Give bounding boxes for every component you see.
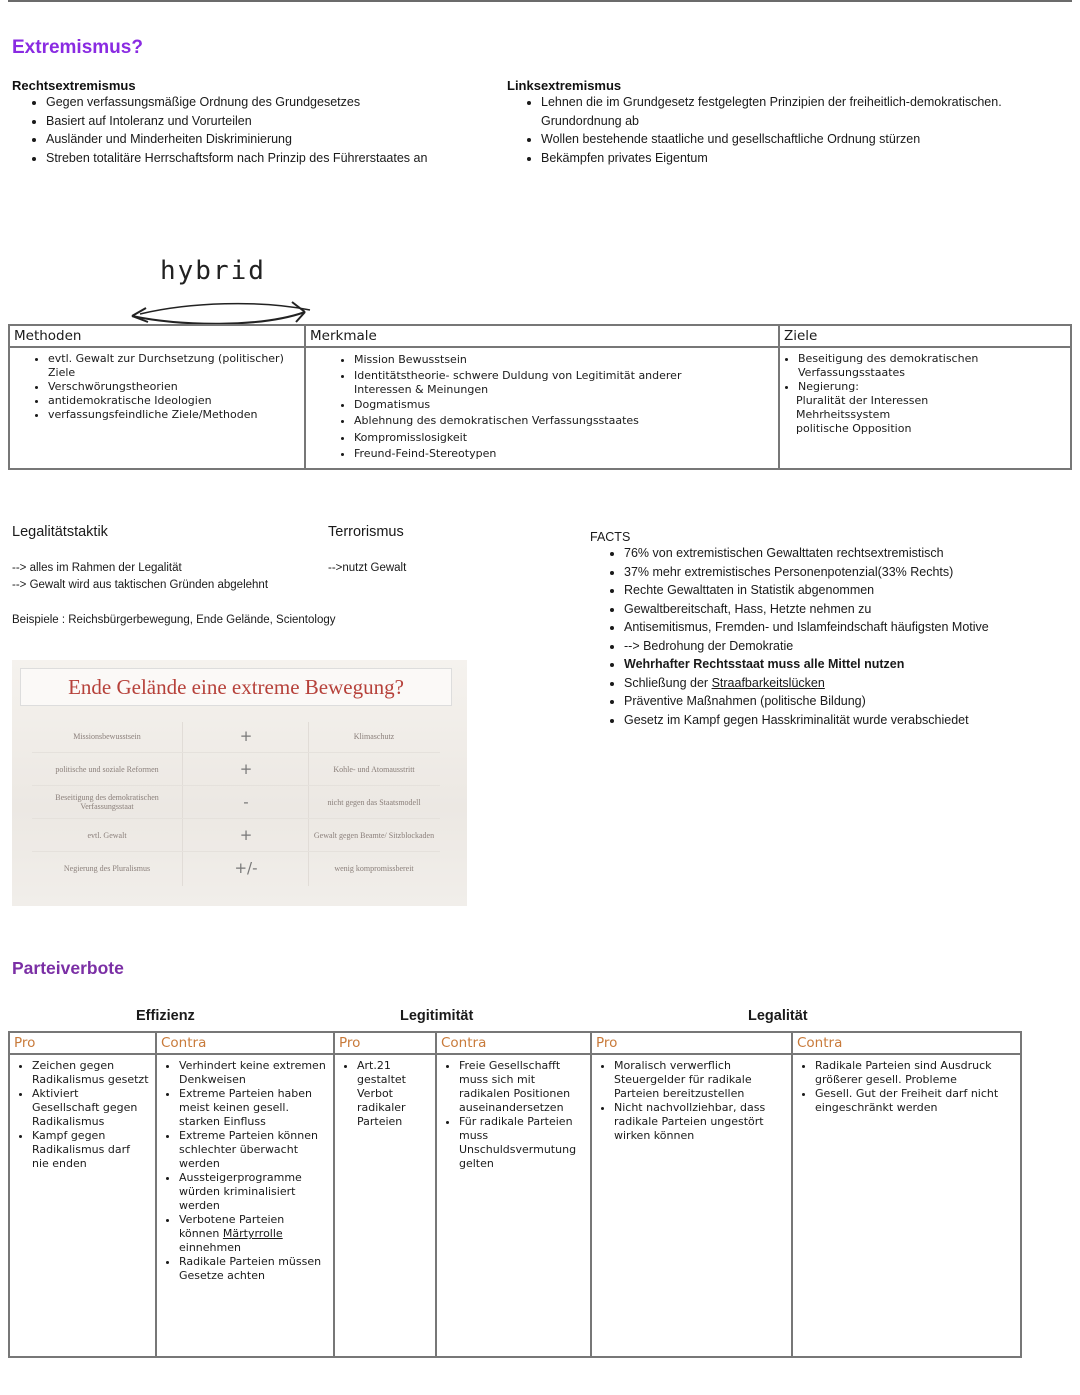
slide-right: Kohle- und Atomausstritt	[333, 764, 415, 774]
list-item: • Gegen verfassungsmäßige Ordnung des Grundgesetzes	[46, 93, 492, 112]
list-item: • antidemokratische Ideologien	[48, 394, 298, 408]
col-header: Contra	[792, 1032, 1021, 1054]
hybrid-note: hybrid	[160, 256, 266, 286]
list-item: • Gewaltbereitschaft, Hass, Hetzte nehmen zu	[624, 600, 1070, 619]
list-item: • Antisemitismus, Fremden- und Islamfeindschaft häufigsten Motive	[624, 618, 1070, 637]
list-item: Mehrheitssystem	[796, 408, 891, 421]
contra-text: einnehmen	[179, 1241, 241, 1254]
list-item: • Freie Gesellschafft muss sich mit radikalen Positionen auseinandersetzen	[459, 1059, 584, 1115]
list-item: • Art.21 gestaltet Verbot radikaler Parteien	[357, 1059, 429, 1129]
list-item: • verfassungsfeindliche Ziele/Methoden	[48, 408, 298, 422]
terrorismus-note: -->nutzt Gewalt	[328, 562, 407, 574]
list-item: • Ablehnung des demokratischen Verfassungsstaates	[354, 413, 772, 430]
list-item	[624, 655, 1070, 674]
list-item: • Kampf gegen Radikalismus darf nie enden	[32, 1129, 149, 1171]
slide-left: Beseitigung des demokratischen Verfassungsstaat	[55, 793, 159, 811]
leg-contra-cell	[436, 1054, 591, 1357]
note-line: --> alles im Rahmen der Legalität	[12, 562, 182, 574]
underlined-text: Straafbarkeitslücken	[711, 675, 825, 690]
slide-row	[12, 819, 467, 851]
list-item: • Extreme Parteien können schlechter überwacht werden	[179, 1129, 327, 1171]
list-item: • Dogmatismus	[354, 397, 772, 414]
header-merkmale: Merkmale	[305, 325, 779, 347]
legalitaet-notes	[12, 560, 268, 594]
page-title: Extremismus?	[12, 37, 143, 58]
list-item: • Extreme Parteien haben meist keinen gesell. starken Einfluss	[179, 1087, 327, 1129]
header-methoden: Methoden	[9, 325, 305, 347]
slide-mark: -	[243, 792, 249, 811]
facts-section	[590, 530, 1070, 729]
list-item: • Rechte Gewalttaten in Statistik abgenommen	[624, 581, 1070, 600]
eff-contra-cell	[156, 1054, 334, 1357]
slide-left: Missionsbewusstsein	[73, 731, 141, 741]
list-item: • Zeichen gegen Radikalismus gesetzt	[32, 1059, 149, 1087]
parteiverbote-table	[8, 1031, 1022, 1358]
list-item: politische Opposition	[796, 422, 912, 435]
list-item	[179, 1213, 327, 1255]
leg-pro-cell	[334, 1054, 436, 1357]
col-header: Contra	[156, 1032, 334, 1054]
list-item: • Aussteigerprogramme würden kriminalisiert werden	[179, 1171, 327, 1213]
merkmale-cell	[305, 347, 779, 469]
slide-right: Klimaschutz	[353, 731, 395, 741]
rechts-list	[12, 93, 492, 167]
list-item: • Streben totalitäre Herrschaftsform nach Prinzip des Führerstaates an	[46, 149, 492, 168]
header-ziele: Ziele	[779, 325, 1071, 347]
slide-right: nicht gegen das Staatsmodell	[327, 797, 421, 807]
ziele-sublist	[782, 394, 1064, 436]
group-legitimitaet: Legitimität	[400, 1008, 474, 1024]
links-list	[507, 93, 1067, 167]
slide-left: politische und soziale Reformen	[55, 764, 159, 774]
facts-heading: FACTS	[590, 530, 631, 544]
list-item: • Beseitigung des demokratischen Verfassungsstaates	[798, 352, 1064, 380]
list-item: • Moralisch verwerflich Steuergelder für radikale Parteien bereitzustellen	[614, 1059, 785, 1101]
list-item: • Wollen bestehende staatliche und gesellschaftliche Ordnung stürzen	[541, 130, 1067, 149]
slide-left: Negierung des Pluralismus	[63, 863, 151, 873]
group-legalitaet: Legalität	[748, 1008, 808, 1024]
slide-right: wenig kompromissbereit	[334, 863, 414, 873]
slide-mark: +	[239, 759, 253, 778]
list-item: • Radikale Parteien sind Ausdruck größerer gesell. Probleme	[815, 1059, 1014, 1087]
slide-row	[12, 786, 467, 818]
list-item: • Für radikale Parteien muss Unschuldsvermutung gelten	[459, 1115, 584, 1171]
beispiele-line: Beispiele : Reichsbürgerbewegung, Ende Gelände, Scientology	[12, 614, 336, 626]
slide-row	[12, 852, 467, 884]
slide-mark: +/-	[234, 858, 258, 877]
list-item: • Identitätstheorie- schwere Duldung von Legitimität anderer Interessen & Meinungen	[354, 369, 772, 397]
lega-pro-cell	[591, 1054, 792, 1357]
col-header: Pro	[334, 1032, 436, 1054]
list-item: • Basiert auf Intoleranz und Vorurteilen	[46, 112, 492, 131]
list-item: • Gesetz im Kampf gegen Hasskriminalität wurde verabschiedet	[624, 711, 1070, 730]
underlined-text: Märtyrrolle	[222, 1227, 283, 1240]
bold-text: Wehrhafter Rechtsstaat muss alle Mittel nutzen	[624, 657, 905, 671]
terrorismus-heading: Terrorismus	[328, 524, 404, 540]
facts-list	[590, 544, 1070, 729]
list-item: • Freund-Feind-Stereotypen	[354, 446, 772, 463]
slide-mark: +	[239, 726, 253, 745]
slide-left: evtl. Gewalt	[87, 830, 127, 840]
contra-text: Verbotene Parteien können	[179, 1213, 285, 1240]
links-section	[507, 78, 1067, 167]
parteiverbote-heading: Parteiverbote	[12, 958, 124, 978]
slide-row	[12, 720, 467, 752]
list-item: • Nicht nachvollziehbar, dass radikale Parteien ungestört wirken können	[614, 1101, 785, 1143]
slide-title: Ende Gelände eine extreme Bewegung?	[20, 668, 452, 706]
list-item: • Aktiviert Gesellschaft gegen Radikalismus	[32, 1087, 149, 1129]
list-item: • Präventive Maßnahmen (politische Bildung)	[624, 692, 1070, 711]
list-item: • Verschwörungstheorien	[48, 380, 298, 394]
list-item: • Kompromisslosigkeit	[354, 430, 772, 447]
rechts-heading: Rechtsextremismus	[12, 78, 136, 93]
lega-contra-cell	[792, 1054, 1021, 1357]
slide-mark: +	[239, 825, 253, 844]
col-header: Pro	[9, 1032, 156, 1054]
links-heading: Linksextremismus	[507, 78, 622, 93]
list-item: • Gesell. Gut der Freiheit darf nicht eingeschränkt werden	[815, 1087, 1014, 1115]
top-divider	[8, 0, 1072, 2]
ziele-cell	[779, 347, 1071, 469]
col-header: Pro	[591, 1032, 792, 1054]
ende-gelaende-slide	[12, 660, 467, 906]
rechts-section	[12, 78, 492, 167]
overview-table	[8, 324, 1072, 470]
list-item: • Ausländer und Minderheiten Diskriminierung	[46, 130, 492, 149]
list-item: • --> Bedrohung der Demokratie	[624, 637, 1070, 656]
list-item: • Bekämpfen privates Eigentum	[541, 149, 1067, 168]
list-item: • evtl. Gewalt zur Durchsetzung (politischer) Ziele	[48, 352, 298, 380]
list-item: • Negierung:	[798, 380, 1064, 394]
methoden-cell	[9, 347, 305, 469]
slide-right: Gewalt gegen Beamte/ Sitzblockaden	[313, 830, 435, 840]
list-item: • Verhindert keine extremen Denkweisen	[179, 1059, 327, 1087]
list-item: • Radikale Parteien müssen Gesetze achten	[179, 1255, 327, 1283]
list-item: • 37% mehr extremistisches Personenpotenzial(33% Rechts)	[624, 563, 1070, 582]
eff-pro-cell	[9, 1054, 156, 1357]
col-header: Contra	[436, 1032, 591, 1054]
note-line: --> Gewalt wird aus taktischen Gründen abgelehnt	[12, 579, 269, 591]
list-item: • Mission Bewusstsein	[354, 352, 772, 369]
list-item: • Lehnen die im Grundgesetz festgelegten Prinzipien der freiheitlich-demokratischen. Grundordnung ab	[541, 93, 1067, 130]
group-effizienz: Effizienz	[136, 1008, 195, 1024]
list-item: Pluralität der Interessen	[796, 394, 929, 407]
list-item: • 76% von extremistischen Gewalttaten rechtsextremistisch	[624, 544, 1070, 563]
slide-row	[12, 753, 467, 785]
list-item	[624, 674, 1070, 693]
legalitaet-heading: Legalitätstaktik	[12, 524, 108, 540]
fact-text: Schließung der	[624, 675, 709, 690]
